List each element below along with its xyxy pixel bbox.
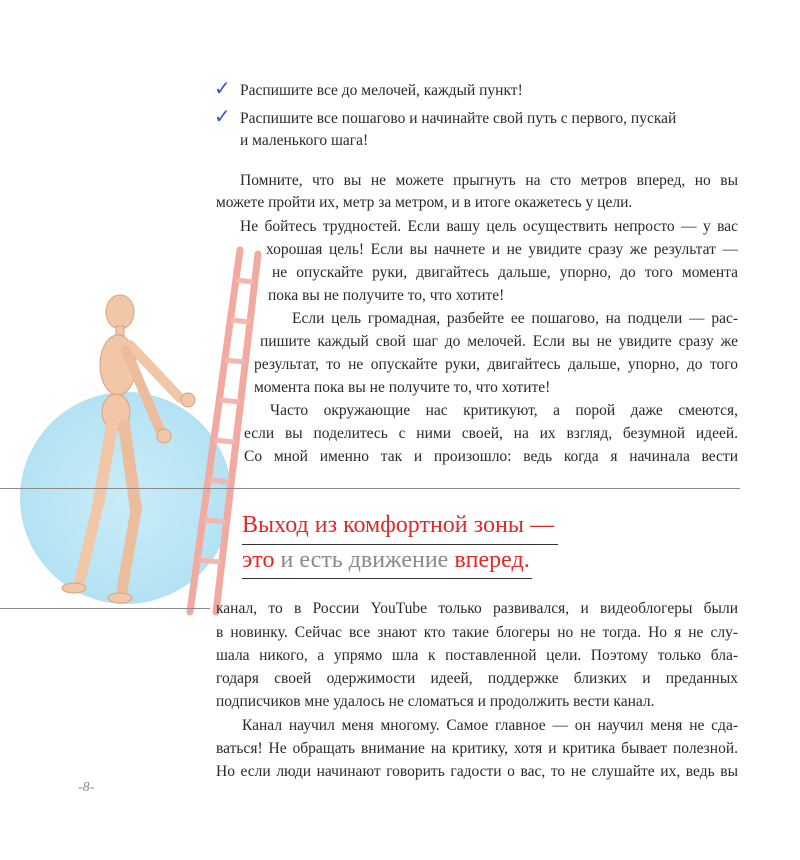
body-line: если вы поделитесь с ними своей, на их взгляд, безумной идеей. [244,425,738,442]
body-line: пока вы не получите то, что хотите! [268,287,505,304]
body-line: момента пока вы не получите то, что хотите! [254,379,551,396]
checkmark-icon: ✓ [214,104,231,128]
body-line: канал, то в России YouTube только развивался, и видеоблогеры были [216,600,738,617]
body-line: Часто окружающие нас критикуют, а порой даже смеются, [270,402,738,419]
body-line: шала никого, а упрямо шла к поставленной цели. Поэтому только бла- [216,647,738,664]
quote-word: это [242,547,275,573]
body-line: не опускайте руки, двигайтесь дальше, упорно, до того момента [272,264,738,281]
divider-top [0,488,740,489]
body-line: хорошая цель! Если вы начнете и не увидите сразу же результат — [266,241,738,258]
body-line: Со мной именно так и произошло: ведь когда я начинала вести [244,448,738,465]
body-line: Если цель громадная, разбейте ее пошагово, на подцели — рас- [292,310,738,327]
body-line: пишите каждый свой шаг до мелочей. Если вы не увидите сразу же [260,333,738,350]
body-line: Не бойтесь трудностей. Если вашу цель осуществить непросто — у вас [240,218,738,235]
body-line: Но если люди начинают говорить гадости о вас, то не слушайте их, ведь вы [216,763,738,780]
quote-underline [242,578,532,579]
body-line: в новинку. Сейчас все знают кто такие блогеры но не тогда. Но я не слу- [216,624,738,641]
body-line: можете пройти их, метр за метром, и в итоге окажетесь у цели. [216,194,633,211]
bullet-text: Распишите все пошагово и начинайте свой путь с первого, пускай [240,110,677,127]
quote-word: вперед. [448,547,530,573]
bullet-text: Распишите все до мелочей, каждый пункт! [240,82,523,99]
checkmark-icon: ✓ [214,76,231,100]
pull-quote-line2 [242,547,530,574]
body-line: Помните, что вы не можете прыгнуть на сто метров вперед, но вы [240,172,738,189]
bullet-text: и маленького шага! [240,132,369,149]
divider-bottom [0,608,210,609]
body-line: подписчиков мне удалось не сломаться и продолжить вести канал. [216,693,655,710]
body-line: Канал научил меня многому. Самое главное — он научил меня не сда- [242,717,738,734]
pull-quote-line1: Выход из комфортной зоны — [242,512,554,538]
quote-underline [242,544,558,545]
body-line: годаря своей одержимости идеей, поддержке близких и преданных [216,670,738,687]
body-line: результат, то не опускайте руки, двигайтесь дальше, упорно, до того [254,356,738,373]
mannequin-ladder-illustration [40,240,270,620]
body-line: ваться! Не обращать внимание на критику, хотя и критика бывает полезной. [216,740,738,757]
page-number: -8- [78,780,95,795]
quote-word: и есть [274,547,349,573]
quote-word: движение [348,547,449,573]
